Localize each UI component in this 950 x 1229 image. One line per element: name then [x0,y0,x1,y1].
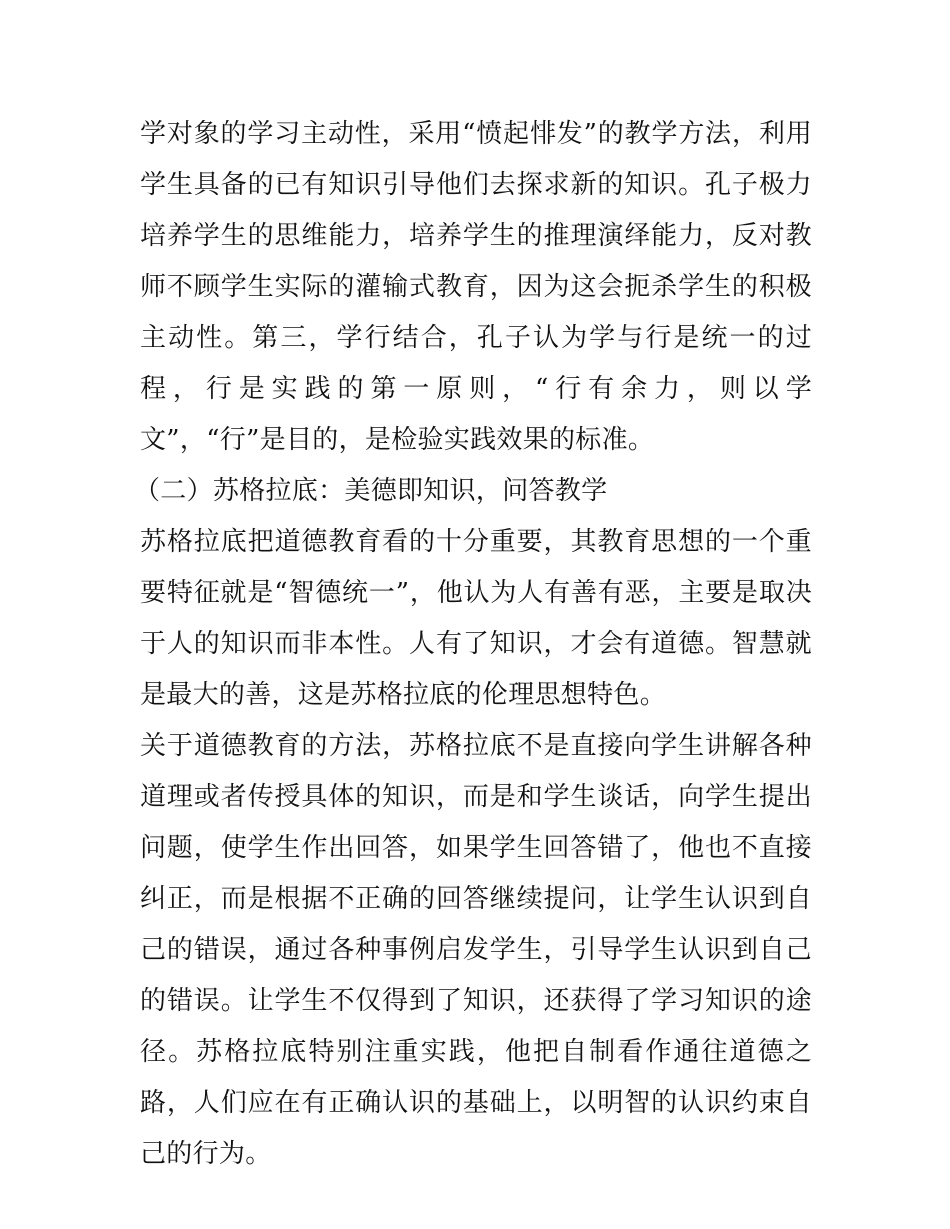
section-heading-socrates: （二）苏格拉底：美德即知识，问答教学 [134,476,608,506]
paragraph-socrates-virtue: 苏格拉底把道德教育看的十分重要，其教育思想的一个重要特征就是“智德统一”，他认为人有善有恶，主要是取决于人的知识而非本性。人有了知识，才会有道德。智慧就是最大的善，这是苏格拉底的伦理思想特色。 [140,527,812,710]
paragraph-socrates-method: 关于道德教育的方法，苏格拉底不是直接向学生讲解各种道理或者传授具体的知识，而是和学生谈话，向学生提出问题，使学生作出回答，如果学生回答错了，他也不直接纠正，而是根据不正确的回答继续提问，让学生认识到自己的错误，通过各种事例启发学生，引导学生认识到自己的错误。让学生不仅得到了知识，还获得了学习知识的途径。苏格拉底特别注重实践，他把自制看作通往道德之路，人们应在有正确认识的基础上，以明智的认识约束自己的行为。 [140,731,812,1169]
paragraph-confucius-continued: 学对象的学习主动性，采用“愤起悱发”的教学方法，利用学生具备的已有知识引导他们去探求新的知识。孔子极力培养学生的思维能力，培养学生的推理演绎能力，反对教师不顾学生实际的灌输式教育，因为这会扼杀学生的积极主动性。第三，学行结合，孔子认为学与行是统一的过程，行是实践的第一原则，“行有余力，则以学文”，“行”是目的，是检验实践效果的标准。 [140,119,812,455]
document-body [134,109,812,1180]
